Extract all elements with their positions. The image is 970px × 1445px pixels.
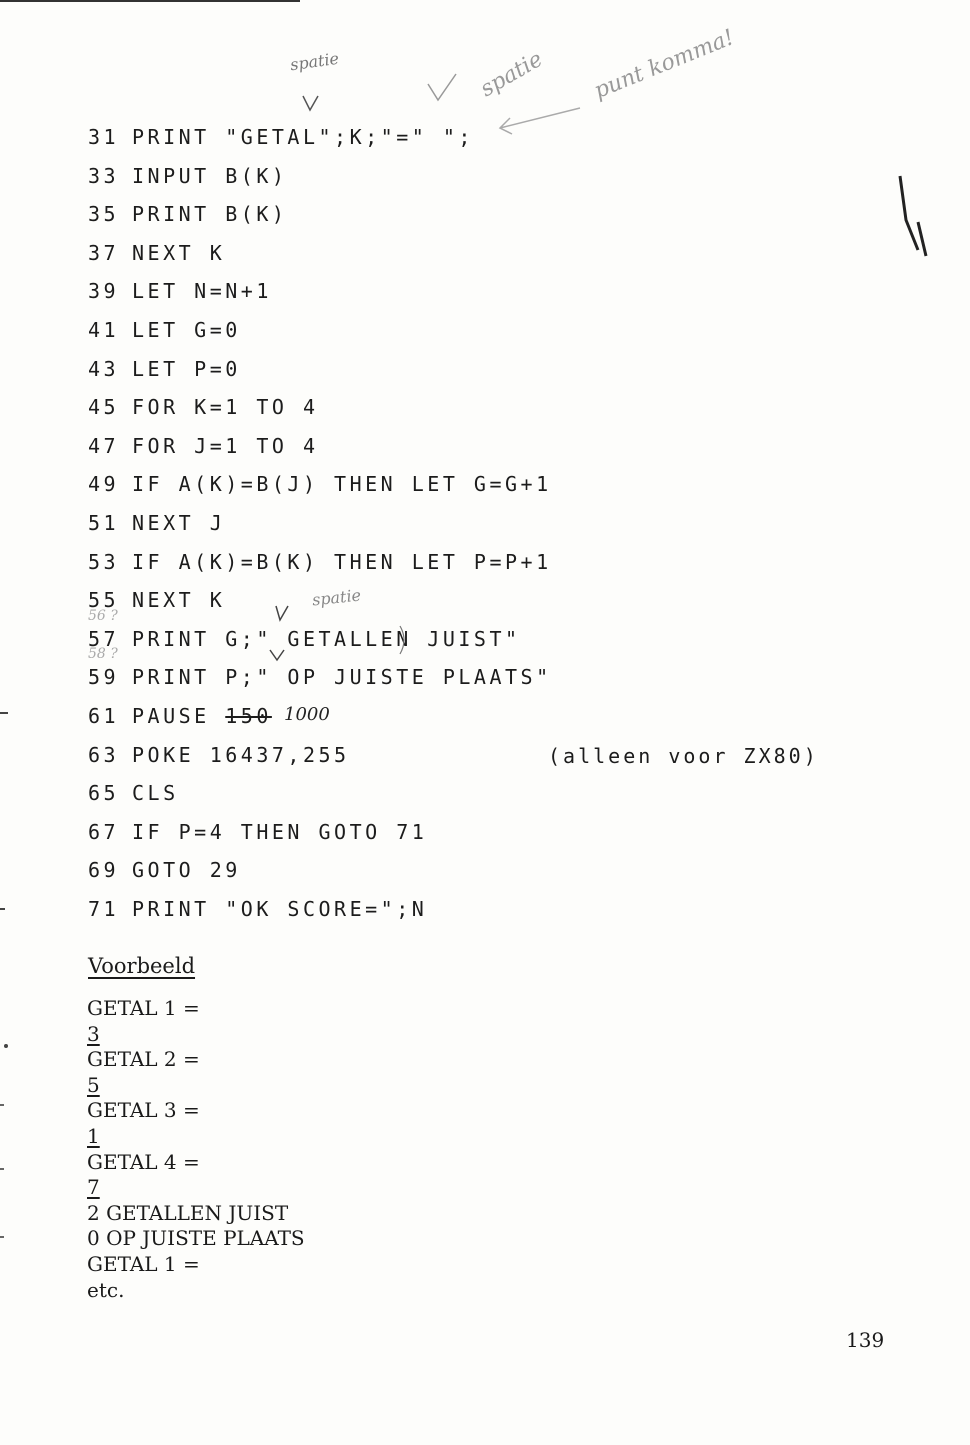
zx80-side-note: (alleen voor ZX80) xyxy=(548,744,819,768)
example-line: 2 GETALLEN JUIST xyxy=(87,1200,289,1225)
example-line: GETAL 4 = xyxy=(87,1149,200,1174)
code-text: NEXT K xyxy=(132,240,226,265)
code-text: PRINT "OK SCORE=";N xyxy=(132,897,428,921)
example-line: GETAL 1 = xyxy=(87,996,200,1020)
example-line: GETAL 3 = xyxy=(87,1098,200,1123)
line-number: 45 xyxy=(88,395,120,420)
line-number: 31 xyxy=(88,125,120,149)
code-text: PRINT "GETAL";K;"=" "; xyxy=(132,125,474,149)
code-text: PRINT P;" OP JUISTE PLAATS" xyxy=(132,665,552,690)
example-line: GETAL 2 = xyxy=(87,1047,200,1072)
line-number: 71 xyxy=(88,897,120,921)
code-text: LET N=N+1 xyxy=(132,279,272,304)
code-text: FOR K=1 TO 4 xyxy=(132,395,319,420)
code-text: POKE 16437,255 xyxy=(132,742,350,767)
line-number: 41 xyxy=(88,318,120,342)
margin-tick-icon xyxy=(0,1104,4,1106)
line-number: 39 xyxy=(88,279,120,304)
struck-pause-value: 150 xyxy=(225,704,272,728)
line-number: 51 xyxy=(88,511,120,535)
code-text: LET P=0 xyxy=(132,356,241,381)
code-text: PRINT G;" GETALLEN JUIST" xyxy=(132,626,521,651)
handwritten-spatie-top: spatie xyxy=(288,48,341,75)
line-number: 59 xyxy=(88,665,120,690)
margin-tick-icon xyxy=(0,1236,4,1238)
line-number: 49 xyxy=(88,472,120,497)
line-number: 43 xyxy=(88,356,120,381)
line-number: 47 xyxy=(88,433,120,458)
code-text: LET G=0 xyxy=(132,318,241,342)
example-line: etc. xyxy=(87,1277,125,1302)
example-line: 1 xyxy=(87,1124,100,1148)
example-line: GETAL 1 = xyxy=(87,1252,200,1276)
left-arrow-icon xyxy=(500,108,580,134)
check-arrow-icon xyxy=(428,74,456,100)
line-number: 37 xyxy=(88,240,120,265)
handwritten-spatie-right: spatie xyxy=(476,46,548,103)
example-line: 0 OP JUISTE PLAATS xyxy=(87,1226,305,1251)
handwritten-puntkomma: punt komma! xyxy=(590,25,738,104)
line-number: 67 xyxy=(88,819,120,844)
example-heading: Voorbeeld xyxy=(88,954,196,978)
code-text: NEXT J xyxy=(132,511,226,535)
line-number: 35 xyxy=(88,202,120,227)
example-line: 3 xyxy=(87,1021,100,1046)
code-text: PRINT B(K) xyxy=(132,202,288,227)
code-text: IF A(K)=B(J) THEN LET G=G+1 xyxy=(132,472,552,497)
line-number: 33 xyxy=(88,163,120,188)
code-text: CLS xyxy=(132,781,179,806)
handwritten-num-56: 56 ? xyxy=(88,608,118,624)
code-text: IF A(K)=B(K) THEN LET P=P+1 xyxy=(132,549,552,574)
example-line: 7 xyxy=(87,1175,100,1200)
down-arrow-icon xyxy=(276,606,288,620)
down-arrow-icon xyxy=(270,650,284,660)
down-arrow-icon xyxy=(303,96,318,110)
line-number: 57 xyxy=(88,626,120,651)
margin-dot-icon xyxy=(4,1044,8,1048)
line-number: 55 xyxy=(88,588,120,613)
handwritten-spatie-mid: spatie xyxy=(311,585,362,610)
line-number: 53 xyxy=(88,549,120,574)
handwritten-num-58: 58 ? xyxy=(88,646,118,662)
handwritten-pause-value: 1000 xyxy=(284,704,330,725)
pen-stroke-icon xyxy=(900,176,926,256)
code-text: INPUT B(K) xyxy=(132,163,288,188)
page-number: 139 xyxy=(846,1328,885,1352)
code-text: IF P=4 THEN GOTO 71 xyxy=(132,819,428,844)
bracket-mark-icon xyxy=(400,626,404,654)
code-text: FOR J=1 TO 4 xyxy=(132,433,319,458)
line-number: 61 xyxy=(88,704,120,728)
line-number: 65 xyxy=(88,781,120,806)
line-number: 63 xyxy=(88,742,120,767)
code-text: GOTO 29 xyxy=(132,858,241,883)
code-text: PAUSE 150 xyxy=(132,704,272,728)
code-text: NEXT K xyxy=(132,588,226,613)
margin-tick-icon xyxy=(0,1168,4,1170)
margin-tick-icon xyxy=(0,908,5,910)
line-number: 69 xyxy=(88,858,120,883)
example-line: 5 xyxy=(87,1072,100,1097)
margin-tick-icon xyxy=(0,712,8,714)
